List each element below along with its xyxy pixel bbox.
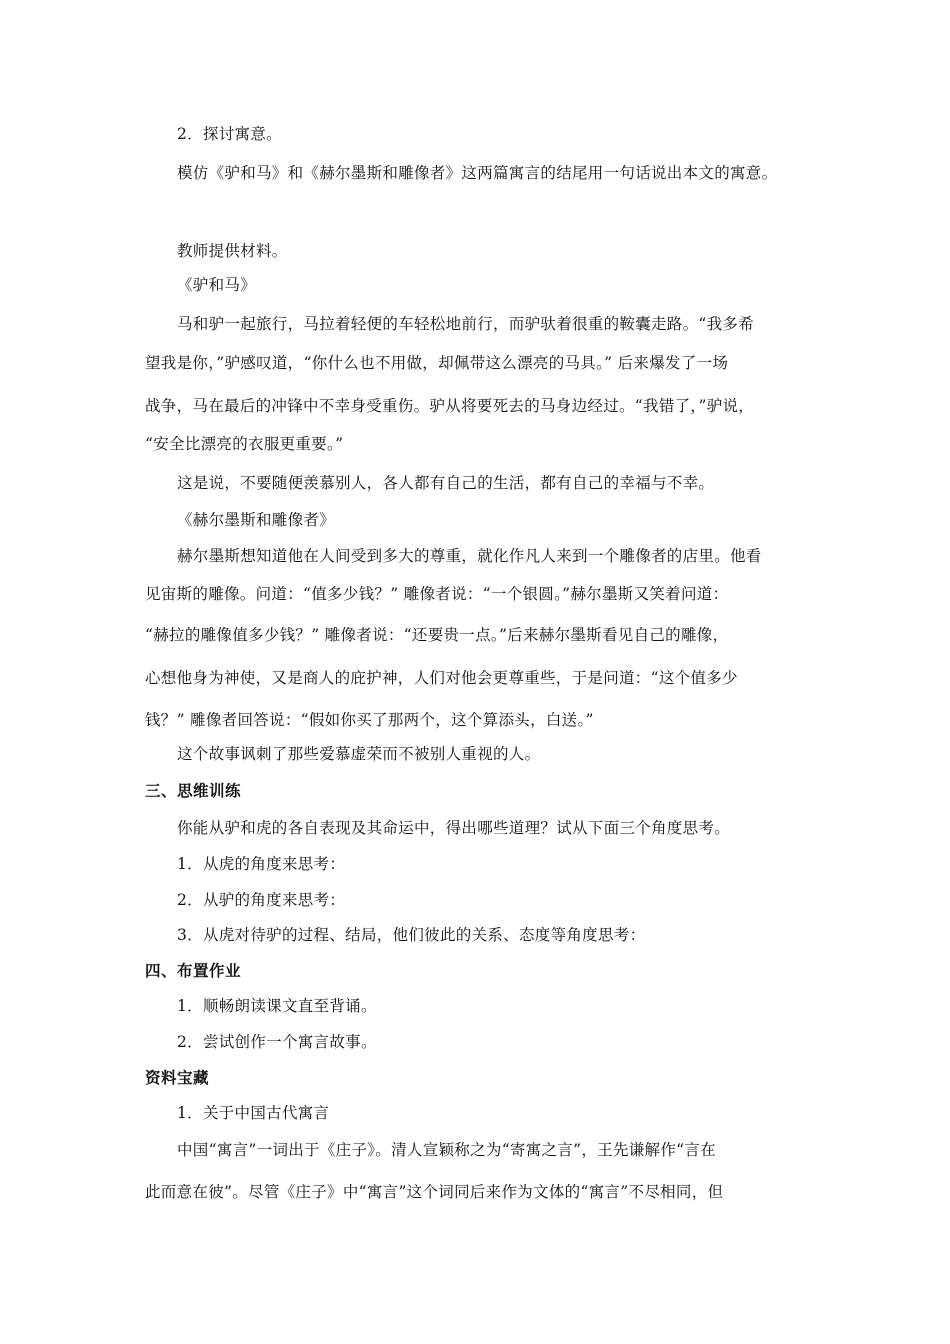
- text-line: 马和驴一起旅行，马拉着轻便的车轻松地前行，而驴驮着很重的鞍囊走路。“我多希: [177, 315, 755, 333]
- text-line: “赫拉的雕像值多少钱？” 雕像者说：“还要贵一点。”后来赫尔墨斯看见自己的雕像，: [145, 626, 729, 644]
- text-line: 钱？” 雕像者回答说：“假如你买了那两个，这个算添头，白送。”: [145, 711, 594, 729]
- text-line: 2．探讨寓意。: [177, 125, 282, 143]
- text-line: 1．关于中国古代寓言: [177, 1104, 330, 1122]
- text-line: 模仿《驴和马》和《赫尔墨斯和雕像者》这两篇寓言的结尾用一句话说出本文的寓意。: [177, 164, 778, 182]
- section-heading: 资料宝藏: [145, 1069, 210, 1087]
- section-heading: 四、布置作业: [145, 962, 242, 980]
- text-line: 望我是你，”驴感叹道，“你什么也不用做，却佩带这么漂亮的马具。” 后来爆发了一场: [145, 354, 729, 372]
- text-line: 《驴和马》: [177, 276, 257, 294]
- text-line: 《赫尔墨斯和雕像者》: [177, 511, 336, 529]
- text-line: 2．尝试创作一个寓言故事。: [177, 1033, 377, 1051]
- text-line: 心想他身为神使，又是商人的庇护神，人们对他会更尊重些，于是问道：“这个值多少: [145, 669, 738, 687]
- text-line: “安全比漂亮的衣服更重要。”: [145, 435, 344, 453]
- section-heading: 三、思维训练: [145, 782, 242, 800]
- text-line: 3．从虎对待驴的过程、结局，他们彼此的关系、态度等角度思考：: [177, 926, 646, 944]
- text-line: 这是说，不要随便羡慕别人，各人都有自己的生活，都有自己的幸福与不幸。: [177, 474, 715, 492]
- text-line: 此而意在彼”。尽管《庄子》中“寓言”这个词同后来作为文体的“寓言”不尽相同，但: [145, 1183, 724, 1201]
- text-line: 赫尔墨斯想知道他在人间受到多大的尊重，就化作凡人来到一个雕像者的店里。他看: [177, 547, 762, 565]
- text-line: 教师提供材料。: [177, 242, 288, 260]
- text-line: 见宙斯的雕像。问道：“值多少钱？” 雕像者说：“一个银圆。”赫尔墨斯又笑着问道：: [145, 585, 729, 603]
- text-line: 这个故事讽刺了那些爱慕虚荣而不被别人重视的人。: [177, 745, 541, 763]
- text-line: 战争，马在最后的冲锋中不幸身受重伤。驴从将要死去的马身边经过。“我错了，”驴说，: [145, 397, 755, 415]
- text-line: 2．从驴的角度来思考：: [177, 891, 346, 909]
- text-line: 中国“寓言”一词出于《庄子》。清人宣颖称之为“寄寓之言”，王先谦解作“言在: [177, 1141, 716, 1159]
- text-line: 1．顺畅朗读课文直至背诵。: [177, 997, 377, 1015]
- text-line: 你能从驴和虎的各自表现及其命运中，得出哪些道理？试从下面三个角度思考。: [177, 819, 731, 837]
- text-line: 1．从虎的角度来思考：: [177, 855, 346, 873]
